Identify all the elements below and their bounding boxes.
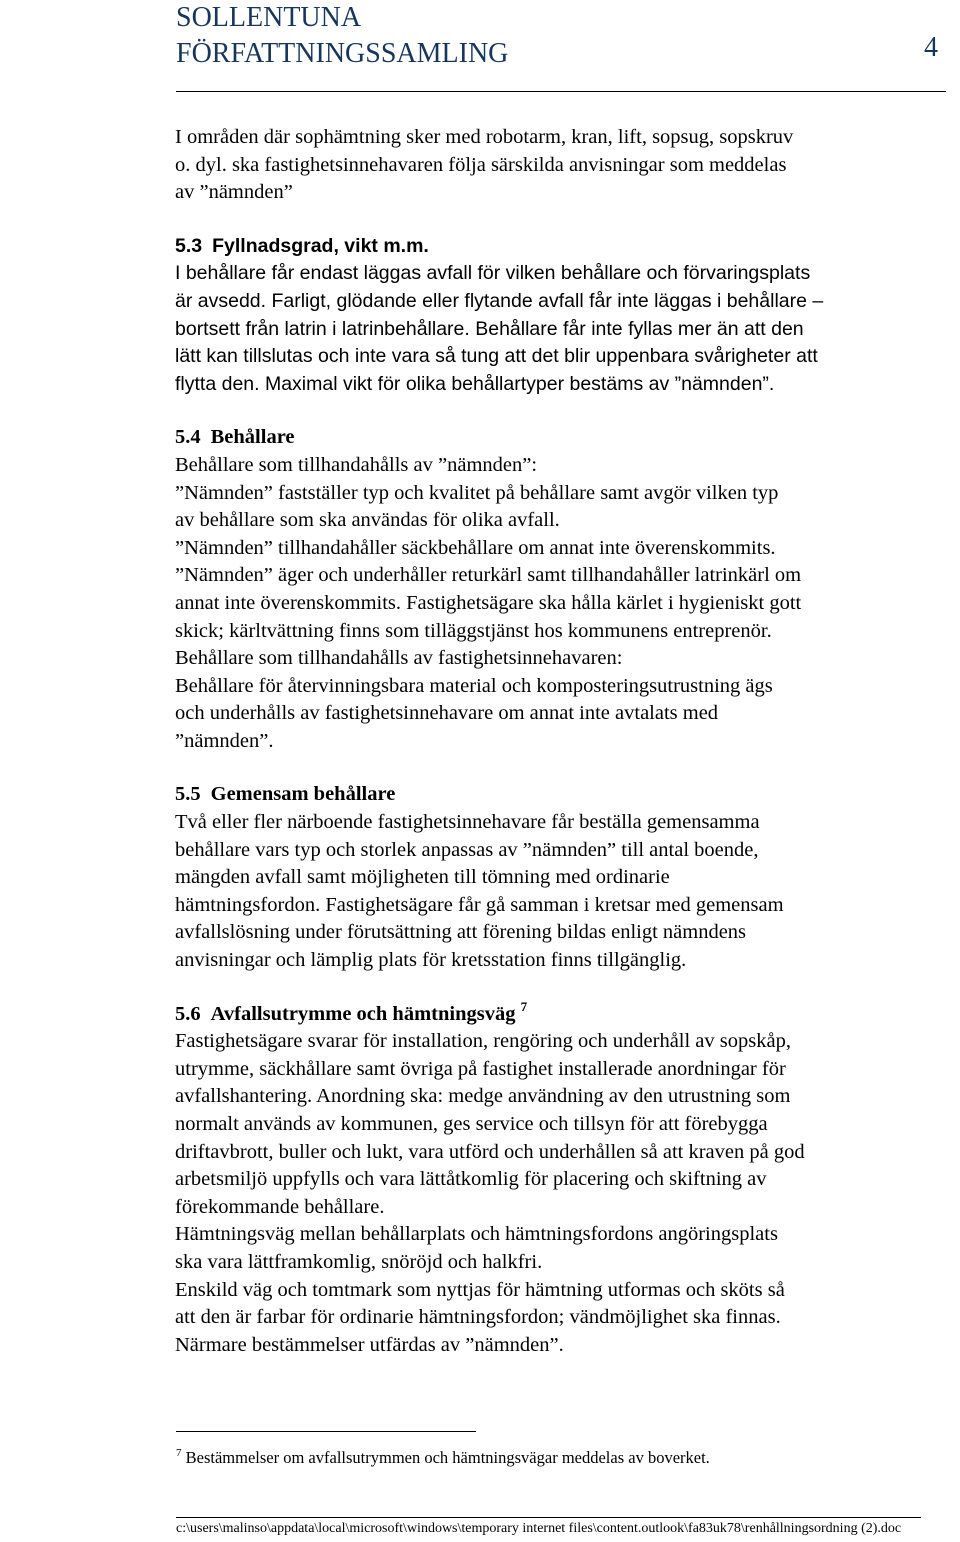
section-line: anvisningar och lämplig plats för kretsstation finns tillgänglig. xyxy=(175,949,687,972)
section-5-6 xyxy=(175,998,920,1360)
document-series-title xyxy=(176,0,508,72)
section-title: Avfallsutrymme och hämtningsväg xyxy=(210,1002,516,1025)
section-line: bortsett från latrin i latrinbehållare. Behållare får inte fyllas mer än att den xyxy=(175,317,804,340)
section-number: 5.4 xyxy=(175,426,201,449)
section-title: Gemensam behållare xyxy=(210,783,396,806)
title-line-2: FÖRFATTNINGSSAMLING xyxy=(176,38,509,69)
title-line-1: SOLLENTUNA xyxy=(176,2,362,33)
page-number: 4 xyxy=(924,32,938,63)
section-line: lätt kan tillslutas och inte vara så tung att det blir uppenbara svårigheter att xyxy=(175,345,818,368)
section-line: är avsedd. Farligt, glödande eller flytande avfall får inte läggas i behållare – xyxy=(175,289,824,312)
section-line: Behållare som tillhandahålls av ”nämnden”: xyxy=(175,453,538,476)
section-line: avfallshantering. Anordning ska: medge användning av den utrustning som xyxy=(175,1085,791,1108)
section-5-5 xyxy=(175,781,920,974)
section-line: flytta den. Maximal vikt för olika behållartyper bestäms av ”nämnden”. xyxy=(175,372,775,395)
section-line: och underhålls av fastighetsinnehavare om annat inte avtalats med xyxy=(175,702,719,725)
footnote-text: Bestämmelser om avfallsutrymmen och hämtningsvägar meddelas av boverket. xyxy=(185,1448,710,1467)
header-divider xyxy=(176,91,946,92)
section-heading xyxy=(175,781,920,809)
intro-paragraph xyxy=(175,124,920,207)
section-title: Behållare xyxy=(210,426,295,449)
section-5-3 xyxy=(175,233,920,399)
section-number: 5.3 xyxy=(175,234,203,257)
footnote xyxy=(176,1447,710,1469)
section-line: Behållare för återvinningsbara material och komposteringsutrustning ägs xyxy=(175,674,773,697)
footnote-number: 7 xyxy=(176,1447,182,1459)
section-line: ska vara lättframkomlig, snöröjd och halkfri. xyxy=(175,1250,543,1273)
section-number: 5.6 xyxy=(175,1002,201,1025)
section-line: Fastighetsägare svarar för installation, rengöring och underhåll av sopskåp, xyxy=(175,1030,791,1053)
document-body xyxy=(175,124,920,1359)
section-number: 5.5 xyxy=(175,783,201,806)
section-line: av behållare som ska användas för olika avfall. xyxy=(175,509,560,532)
section-heading xyxy=(175,424,920,452)
section-line: Hämtningsväg mellan behållarplats och hämtningsfordons angöringsplats xyxy=(175,1223,778,1246)
intro-line: av ”nämnden” xyxy=(175,181,293,204)
section-line: arbetsmiljö uppfylls och vara lättåtkomlig för placering och skiftning av xyxy=(175,1168,767,1191)
section-line: behållare vars typ och storlek anpassas av ”nämnden” till antal boende, xyxy=(175,838,759,861)
footer-file-path: c:\users\malinso\appdata\local\microsoft\windows\temporary internet files\content.outlook\fa83uk78\renhållningsordning (2).doc xyxy=(176,1521,902,1536)
section-line: driftavbrott, buller och lukt, vara utförd och underhållen så att kraven på god xyxy=(175,1140,805,1163)
section-heading xyxy=(175,998,920,1029)
section-line: ”Nämnden” äger och underhåller returkärl samt tillhandahåller latrinkärl om xyxy=(175,564,802,587)
section-line: ”nämnden”. xyxy=(175,729,274,752)
intro-line: o. dyl. ska fastighetsinnehavaren följa särskilda anvisningar som meddelas xyxy=(175,153,787,176)
section-5-4 xyxy=(175,424,920,755)
section-line: att den är farbar för ordinarie hämtningsfordon; vändmöjlighet ska finnas. xyxy=(175,1306,781,1329)
footnote-separator xyxy=(176,1431,476,1432)
intro-line: I områden där sophämtning sker med robotarm, kran, lift, sopsug, sopskruv xyxy=(175,126,794,148)
section-line: skick; kärltvättning finns som tilläggstjänst hos kommunens entreprenör. xyxy=(175,619,772,642)
section-line: Närmare bestämmelser utfärdas av ”nämnden”. xyxy=(175,1333,564,1356)
section-line: förekommande behållare. xyxy=(175,1195,385,1218)
section-line: avfallslösning under förutsättning att förening bildas enligt nämndens xyxy=(175,921,747,944)
section-line: Två eller fler närboende fastighetsinnehavare får beställa gemensamma xyxy=(175,811,760,834)
section-title: Fyllnadsgrad, vikt m.m. xyxy=(212,234,429,257)
section-line: annat inte överenskommits. Fastighetsägare ska hålla kärlet i hygieniskt gott xyxy=(175,591,802,614)
section-line: Enskild väg och tomtmark som nyttjas för hämtning utformas och sköts så xyxy=(175,1278,785,1301)
footer-divider xyxy=(176,1517,921,1518)
section-line: normalt används av kommunen, ges service och tillsyn för att förebygga xyxy=(175,1113,768,1135)
section-line: Behållare som tillhandahålls av fastighetsinnehavaren: xyxy=(175,647,623,670)
section-line: mängden avfall samt möjligheten till tömning med ordinarie xyxy=(175,866,670,889)
footnote-reference[interactable]: 7 xyxy=(520,998,528,1014)
section-line: ”Nämnden” tillhandahåller säckbehållare om annat inte överenskommits. xyxy=(175,536,776,559)
section-line: I behållare får endast läggas avfall för vilken behållare och förvaringsplats xyxy=(175,262,811,285)
section-line: hämtningsfordon. Fastighetsägare får gå samman i kretsar med gemensam xyxy=(175,893,784,916)
section-heading xyxy=(175,233,920,261)
page-header xyxy=(176,0,946,92)
section-line: ”Nämnden” fastställer typ och kvalitet på behållare samt avgör vilken typ xyxy=(175,481,779,504)
section-line: utrymme, säckhållare samt övriga på fastighet installerade anordningar för xyxy=(175,1057,786,1080)
